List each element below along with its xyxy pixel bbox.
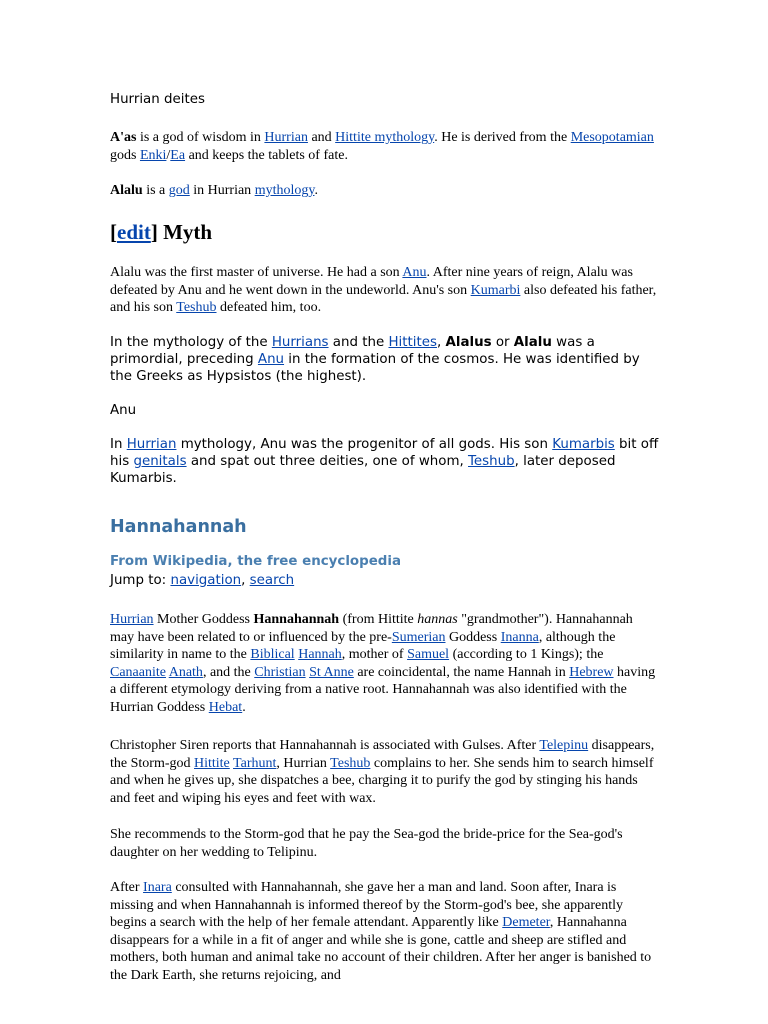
link-teshub[interactable]: Teshub — [330, 755, 371, 771]
link-kumarbi[interactable]: Kumarbi — [470, 282, 521, 298]
link-mythology[interactable]: mythology — [254, 183, 315, 198]
link-hurrian[interactable]: Hurrian — [110, 612, 154, 627]
link-hurrians[interactable]: Hurrians — [271, 335, 329, 350]
link-navigation[interactable]: navigation — [170, 573, 242, 588]
jump-to-links: Jump to: navigation, search — [110, 573, 295, 588]
paragraph-myth-2: In the mythology of the Hurrians and the Hittites, Alalus or Alalu was a primordial, preceding Anu in the formation of the cosmos. He was identified by the Greeks as Hypsistos (the highest). — [110, 335, 640, 384]
term-aas: A'as — [110, 130, 137, 145]
link-hebat[interactable]: Hebat — [208, 699, 243, 715]
link-st-anne[interactable]: St Anne — [309, 664, 354, 680]
heading-myth: [edit] Myth — [110, 220, 213, 244]
link-hittite-mythology[interactable]: Hittite mythology — [335, 130, 435, 145]
from-wikipedia-subtitle: From Wikipedia, the free encyclopedia — [110, 554, 402, 569]
link-kumarbis[interactable]: Kumarbis — [552, 437, 615, 452]
link-canaanite[interactable]: Canaanite — [110, 664, 166, 680]
link-ea[interactable]: Ea — [170, 147, 186, 163]
paragraph-hannahannah-2: Christopher Siren reports that Hannahannah is associated with Gulses. After Telepinu disappears, the Storm-god Hittite Tarhunt, Hurrian Teshub complains to her. She sends him to search himself and when he gives up, she dispatches a bee, charging it to purify the god by stinging his hands and feet and wiping his eyes and feet with wax. — [110, 738, 655, 806]
heading-hannahannah: Hannahannah — [110, 517, 247, 537]
term-hannas: hannas — [417, 612, 458, 627]
link-hannah[interactable]: Hannah — [298, 647, 342, 662]
link-christian[interactable]: Christian — [254, 664, 306, 680]
link-anath[interactable]: Anath — [168, 664, 203, 680]
link-biblical[interactable]: Biblical — [250, 647, 295, 662]
link-hittite[interactable]: Hittite — [194, 755, 230, 771]
paragraph-hannahannah-1: Hurrian Mother Goddess Hannahannah (from Hittite hannas "grandmother"). Hannahannah may have been related to or influenced by the pre-Sumerian Goddess Inanna, although the similarity in name to the Biblical Hannah, mother of Samuel (according to 1 Kings); the Canaanite Anath, and the Christian St Anne are coincidental, the name Hannah in Hebrew having a different etymology deriving from a native root. Hannahannah was also identified with the Hurrian Goddess Hebat. — [110, 612, 656, 715]
link-hurrian[interactable]: Hurrian — [126, 437, 177, 452]
link-enki[interactable]: Enki — [139, 147, 167, 163]
link-demeter[interactable]: Demeter — [502, 915, 550, 930]
paragraph-anu: In Hurrian mythology, Anu was the progenitor of all gods. His son Kumarbis bit off his genitals and spat out three deities, one of whom, Teshub, later deposed Kumarbis. — [110, 437, 659, 486]
link-inara[interactable]: Inara — [143, 880, 172, 895]
link-sumerian[interactable]: Sumerian — [391, 629, 446, 645]
term-alalus: Alalus — [445, 335, 492, 350]
link-hittites[interactable]: Hittites — [388, 335, 437, 350]
link-samuel[interactable]: Samuel — [407, 647, 450, 662]
link-mesopotamian[interactable]: Mesopotamian — [570, 130, 654, 145]
link-teshub[interactable]: Teshub — [176, 300, 217, 315]
section-title-anu: Anu — [110, 403, 137, 418]
paragraph-alalu-intro: Alalu is a god in Hurrian mythology. — [110, 183, 318, 198]
link-tarhunt[interactable]: Tarhunt — [233, 755, 277, 771]
link-anu[interactable]: Anu — [257, 352, 285, 367]
link-search[interactable]: search — [249, 573, 295, 588]
link-hurrian[interactable]: Hurrian — [264, 130, 308, 145]
paragraph-hannahannah-4: After Inara consulted with Hannahannah, she gave her a man and land. Soon after, Inara is missing and when Hannahannah is informed thereof by the Storm-god's bee, she apparently begins a search with the help of her female attendant. Apparently like Demeter, Hannahanna disappears for a while in a fit of anger and while she is gone, cattle and sheep are stifled and mothers, both human and animal take no account of their children. After her anger is banished to the Dark Earth, she returns rejoicing, and — [110, 880, 652, 983]
link-genitals[interactable]: genitals — [133, 454, 187, 469]
link-telepinu[interactable]: Telepinu — [539, 738, 589, 753]
link-hebrew[interactable]: Hebrew — [569, 664, 614, 680]
link-teshub[interactable]: Teshub — [468, 454, 515, 469]
edit-link[interactable]: edit — [117, 220, 151, 244]
paragraph-aas: A'as is a god of wisdom in Hurrian and Hittite mythology. He is derived from the Mesopotamian gods Enki/Ea and keeps the tablets of fate. — [110, 130, 654, 163]
term-hannahannah: Hannahannah — [253, 612, 340, 627]
link-anu[interactable]: Anu — [402, 265, 427, 280]
term-alalu: Alalu — [110, 183, 143, 198]
term-alalu-bold: Alalu — [513, 335, 552, 350]
section-title-hurrian-deities: Hurrian deites — [110, 92, 205, 107]
link-inanna[interactable]: Inanna — [500, 629, 539, 645]
paragraph-myth-1: Alalu was the first master of universe. He had a son Anu. After nine years of reign, Alalu was defeated by Anu and he went down in the undeworld. Anu's son Kumarbi also defeated his father, and his son Teshub defeated him, too. — [110, 265, 657, 315]
paragraph-hannahannah-3: She recommends to the Storm-god that he pay the Sea-god the bride-price for the Sea-god's daughter on her wedding to Telipinu. — [110, 827, 623, 860]
link-god[interactable]: god — [168, 183, 190, 198]
